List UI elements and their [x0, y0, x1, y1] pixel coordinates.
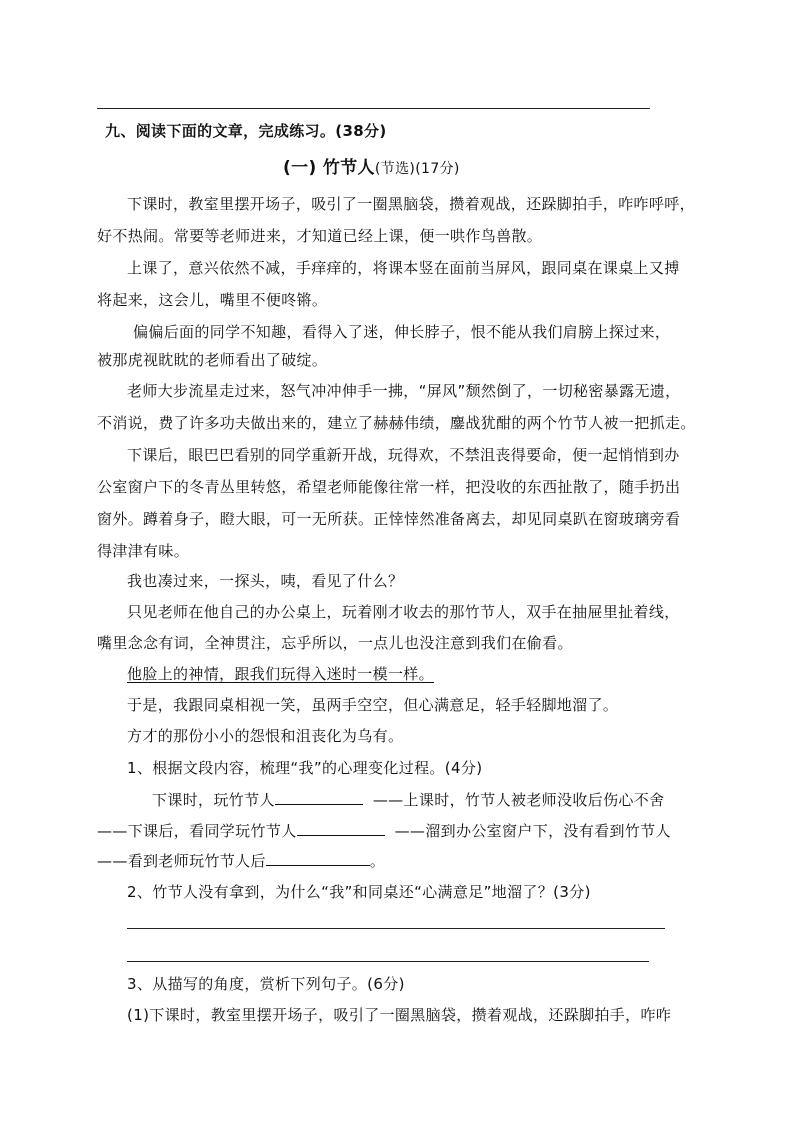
passage-line: 方才的那份小小的怨恨和沮丧化为乌有。	[127, 727, 404, 745]
passage-line: 得津津有味。	[97, 542, 190, 560]
q1-answer-blank-3[interactable]	[266, 851, 370, 866]
passage-title	[283, 157, 460, 180]
passage-line: 下课后，眼巴巴看别的同学重新开战，玩得欢，不禁沮丧得要命，便一起悄悄到办	[127, 446, 680, 464]
q1-stage-text: ——溜到办公室窗户下，没有看到竹节人	[394, 822, 671, 840]
passage-line: 于是，我跟同桌相视一笑，虽两手空空，但心满意足，轻手轻脚地溜了。	[127, 696, 619, 714]
passage-line: 老师大步流星走过来，怒气冲冲伸手一拂，“屏风”颓然倒了，一切秘密暴露无遗，	[127, 382, 681, 400]
question-1-line-2	[97, 820, 671, 842]
passage-line: 只见老师在他自己的办公桌上，玩着刚才收去的那竹节人，双手在抽屉里扯着线，	[127, 603, 680, 621]
question-1-line-3	[97, 850, 385, 872]
passage-line: 嘴里念念有词，全神贯注，忘乎所以，一点儿也没注意到我们在偷看。	[97, 634, 573, 652]
passage-line: 我也凑过来，一探头，咦，看见了什么？	[127, 572, 404, 590]
passage-line: 窗外。蹲着身子，瞪大眼，可一无所获。正悻悻然准备离去，却见同桌趴在窗玻璃旁看	[97, 510, 681, 528]
question-3-item-1: (1)下课时，教室里摆开场子，吸引了一圈黑脑袋，攒着观战，还跺脚拍手，咋咋	[127, 1006, 672, 1024]
q2-answer-line-2[interactable]	[127, 961, 649, 962]
q2-answer-line-1[interactable]	[127, 928, 665, 929]
q1-stage-text: 下课时，玩竹节人	[152, 791, 275, 809]
passage-line: 上课了，意兴依然不减，手痒痒的，将课本竖在面前当屏风，跟同桌在课桌上又搏	[127, 259, 680, 277]
passage-underlined-line: 他脸上的神情，跟我们玩得入迷时一模一样。	[127, 665, 435, 683]
question-1-line-1	[152, 789, 664, 811]
section-title: 九、阅读下面的文章，完成练习。(38分)	[105, 122, 387, 140]
passage-title-main: (一) 竹节人	[283, 158, 375, 178]
passage-line: 偏偏后面的同学不知趣，看得入了迷，伸长脖子，恨不能从我们肩膀上探过来，	[133, 323, 671, 341]
q1-period: 。	[369, 852, 386, 870]
passage-line: 好不热闹。常要等老师进来，才知道已经上课，便一哄作鸟兽散。	[97, 227, 543, 245]
passage-line: 被那虎视眈眈的老师看出了破绽。	[97, 351, 328, 369]
passage-line: 将起来，这会儿，嘴里不便咚锵。	[97, 291, 328, 309]
passage-line: 不消说，费了许多功夫做出来的，建立了赫赫伟绩，鏖战犹酣的两个竹节人被一把抓走。	[97, 414, 696, 432]
passage-line: 下课时，教室里摆开场子，吸引了一圈黑脑袋，攒着观战，还跺脚拍手，咋咋呼呼，	[127, 195, 695, 213]
question-2-prompt: 2、竹节人没有拿到，为什么“我”和同桌还“心满意足”地溜了？(3分)	[127, 883, 591, 901]
q1-stage-text: ——看到老师玩竹节人后	[97, 852, 266, 870]
q1-answer-blank-2[interactable]	[297, 821, 385, 836]
question-3-prompt: 3、从描写的角度，赏析下列句子。(6分)	[127, 975, 405, 993]
q1-stage-text: ——上课时，竹节人被老师没收后伤心不舍	[372, 791, 665, 809]
passage-title-note: (节选)(17分)	[374, 161, 460, 177]
q1-answer-blank-1[interactable]	[275, 790, 363, 805]
question-1-prompt: 1、根据文段内容，梳理“我”的心理变化过程。(4分)	[127, 759, 483, 777]
q1-stage-text: ——下课后，看同学玩竹节人	[97, 822, 297, 840]
passage-line: 公室窗户下的冬青丛里转悠，希望老师能像往常一样，把没收的东西扯散了，随手扔出	[97, 478, 681, 496]
top-rule	[97, 108, 650, 109]
